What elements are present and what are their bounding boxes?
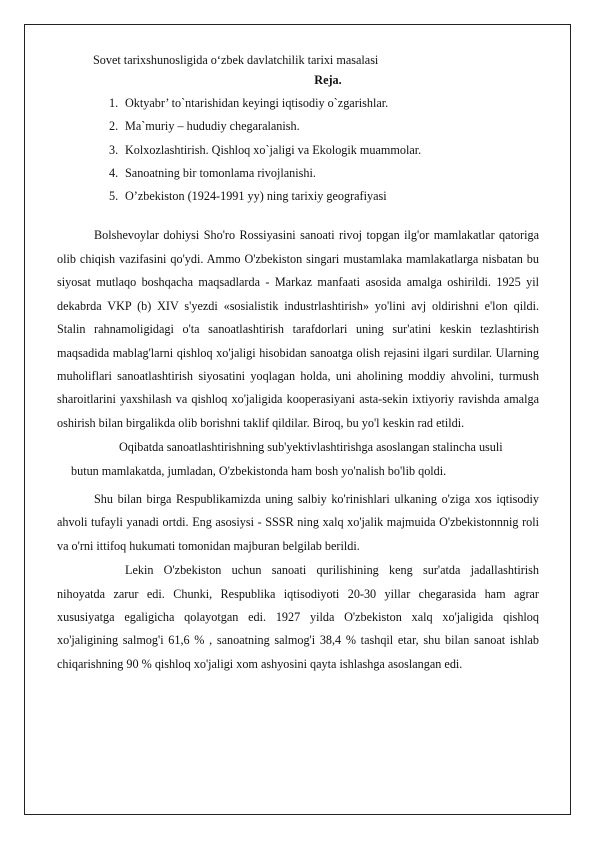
- plan-item: [109, 185, 539, 208]
- plan-item-number: 4.: [109, 165, 119, 180]
- plan-item-number: 3.: [109, 142, 119, 157]
- plan-item-text: Sanoatning bir tomonlama rivojlanishi.: [125, 165, 316, 180]
- plan-item-number: 2.: [109, 119, 119, 134]
- paragraph-2: [57, 436, 539, 483]
- plan-item: [109, 139, 539, 162]
- paragraph-3: Shu bilan birga Respublikamizda uning salbiy ko'rinishlari ulkaning o'ziga xos iqtisodiy ahvoli tufayli yanadi ortdi. Eng asosiysi - SSSR ning xalq xo'jalik majmuida O'zbekistonnnig roli va o'rni ittifoq hukumati tomonidan majburan belgilab berildi.: [57, 491, 539, 553]
- plan-item-text: Kolxozlashtirish. Qishloq xo`jaligi va Ekologik muammolar.: [125, 142, 422, 157]
- plan-item: [109, 162, 539, 185]
- plan-item-number: 1.: [109, 96, 119, 110]
- spacer: [57, 208, 539, 224]
- document-body: [57, 50, 539, 676]
- paragraph-1: Bolshevoylar dohiysi Sho'ro Rossiyasini sanoati rivoj topgan ilg'or mamlakatlar qatoriga olib chiqish vazifasini qo'ydi. Ammo O'zbekiston singari mustamlaka mamlakatlarga nisbatan bu siyosat mutlaqo boshqacha maqsadlarda - Markaz manfaati asosida amalga oshirildi. 1925 yil dekabrda VKP (b) XIV s'yezdi «sosialistik industrlashtirish» yo'lini avj oldirishni e'lon qildi. Stalin rahnamoligidagi o'ta sanoatlashtirish tarafdorlari uning sur'atini keskin tezlashtirish maqsadida mablag'larni qishloq xo'jaligi hisobidan sanoatga olish rejasini ilgari surdilar. Ularning muholiflari sanoatlashtirish siyosatini yoqlagan holda, uni aholining moddiy ahvolini, turmush sharoitlarini yaxshilash va qishloq xo'jaligida kooperasiyani asta-sekin ixtiyoriy ravishda amalga oshirish bilan birgalikda olib borishni taklif qildilar. Biroq, bu yo'l keskin rad etildi.: [57, 228, 539, 430]
- plan-heading: Reja.: [314, 73, 342, 87]
- plan-item: [109, 92, 539, 115]
- paragraph-2-line-1: Oqibatda sanoatlashtirishning sub'yektivlashtirishga asoslangan stalincha usuli: [119, 440, 503, 455]
- plan-item-text: O’zbekiston (1924-1991 yy) ning tarixiy geografiyasi: [125, 189, 387, 204]
- paragraph-2-line-2: butun mamlakatda, jumladan, O'zbekistonda ham bosh yo'nalish bo'lib qoldi.: [71, 463, 447, 478]
- document-title: Sovet tarixshunosligida o‘zbek davlatchilik tarixi masalasi: [93, 53, 379, 67]
- paragraph-4: Lekin O'zbekiston uchun sanoati qurilishining keng sur'atda jadallashtirish nihoyatda zarur edi. Chunki, Respublika iqtisodiyoti 20-30 yillar chegarasida ham agrar xususiyatga egaligicha qolayotgan edi. 1927 yilda O'zbekiston xalq xo'jaligida qishloq xo'jaligining salmog'i 61,6 % , sanoatning salmog'i 38,4 % tashqil etar, shu bilan sanoat ishlab chiqarishning 90 % qishloq xo'jaligi xom ashyosini qayta ishlashga asoslangan edi.: [57, 563, 539, 671]
- plan-item-text: Oktyabr’ to`ntarishidan keyingi iqtisodiy o`zgarishlar.: [125, 96, 389, 110]
- plan-item-text: Ma`muriy – hududiy chegaralanish.: [125, 119, 300, 134]
- plan-item-number: 5.: [109, 189, 119, 204]
- plan-item: [109, 115, 539, 138]
- plan-list: [57, 92, 539, 208]
